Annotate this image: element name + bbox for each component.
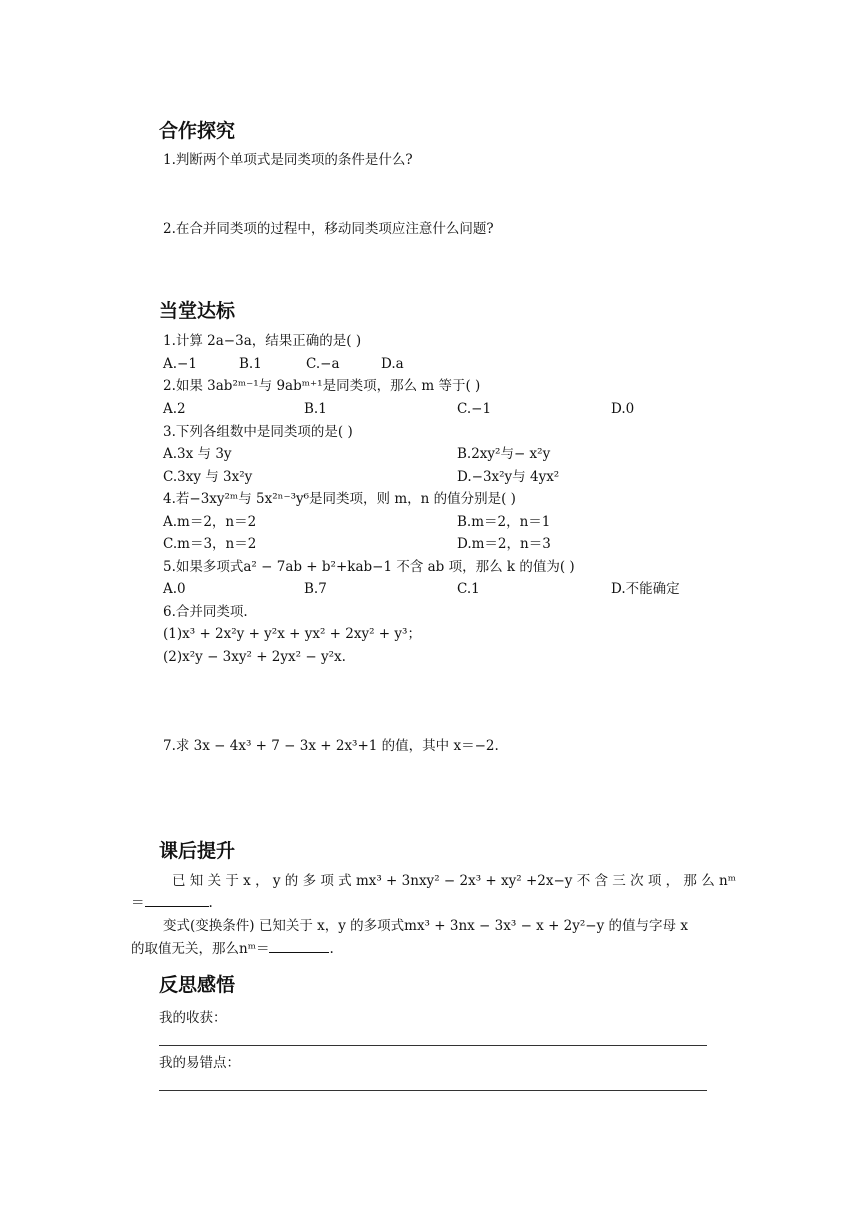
kehou-problem-1-line-1: 已 知 关 于 x ， y 的 多 项 式 mx³ + 3nxy² − 2x³ + xy² +2x−y 不 含 三 次 项 ， 那 么 nᵐ [172,873,736,889]
answer-blank-1[interactable] [145,894,209,907]
equals-sign: ＝ [131,895,145,911]
dt-q1-option-c: C.−a [306,356,340,372]
dt-q6-part-2: (2)x²y − 3xy² + 2yx² − y²x. [163,649,346,665]
dt-q4-option-a: A.m＝2，n＝2 [163,514,257,530]
dt-q4-option-c: C.m＝3，n＝2 [163,536,257,552]
dt-q3-option-c: C.3xy 与 3x²y [163,469,253,485]
hezuo-question-1: 1.判断两个单项式是同类项的条件是什么? [163,152,413,168]
section-title-kehou: 课后提升 [159,840,236,862]
gain-writing-line[interactable] [159,1045,707,1046]
dt-q1-option-d: D.a [381,356,404,372]
dt-q3-stem: 3.下列各组数中是同类项的是( ) [163,424,353,440]
dt-q3-option-b: B.2xy²与− x²y [457,446,551,462]
dt-q5-option-c: C.1 [457,581,480,597]
section-title-fansi: 反思感悟 [159,974,236,996]
dt-q2-option-d: D.0 [611,401,635,417]
period: . [329,941,334,957]
dt-q2-stem: 2.如果 3ab²ᵐ⁻¹与 9abᵐ⁺¹是同类项，那么 m 等于( ) [163,378,481,394]
dt-q6-stem: 6.合并同类项. [163,604,248,620]
dt-q5-option-b: B.7 [304,581,327,597]
dt-q2-option-c: C.−1 [457,401,492,417]
dt-q5-stem: 5.如果多项式a² − 7ab + b²+kab−1 不含 ab 项，那么 k 的值为( ) [163,559,575,575]
section-title-hezuo: 合作探究 [159,120,236,142]
dt-q3-option-d: D.−3x²y与 4yx² [457,469,560,485]
period: . [208,895,213,911]
kehou-problem-2-line-2 [131,940,334,958]
answer-blank-2[interactable] [269,940,329,953]
mistake-label: 我的易错点： [159,1055,240,1071]
dt-q1-option-b: B.1 [239,356,262,372]
dt-q2-option-a: A.2 [163,401,186,417]
mistake-writing-line[interactable] [159,1090,707,1091]
hezuo-question-2: 2.在合并同类项的过程中，移动同类项应注意什么问题? [163,221,494,237]
dt-q2-option-b: B.1 [304,401,327,417]
dt-q1-option-a: A.−1 [163,356,197,372]
section-title-dangtang: 当堂达标 [159,300,236,322]
dt-q5-option-a: A.0 [163,581,186,597]
dt-q5-option-d: D.不能确定 [611,581,680,597]
kehou-problem-1-line-2 [131,894,213,912]
dt-q1-stem: 1.计算 2a−3a，结果正确的是( ) [163,333,362,349]
dt-q4-option-d: D.m＝2，n＝3 [457,536,551,552]
gain-label: 我的收获： [159,1010,227,1026]
dt-q7: 7.求 3x − 4x³ + 7 − 3x + 2x³+1 的值，其中 x＝−2. [163,738,499,754]
problem-2-tail: 的取值无关，那么nᵐ＝ [131,941,270,957]
dt-q3-option-a: A.3x 与 3y [163,446,232,462]
kehou-problem-2-line-1: 变式(变换条件) 已知关于 x，y 的多项式mx³ + 3nx − 3x³ − x + 2y²−y 的值与字母 x [163,918,688,934]
dt-q4-option-b: B.m＝2，n＝1 [457,514,551,530]
dt-q6-part-1: (1)x³ + 2x²y + y²x + yx² + 2xy² + y³； [163,626,421,642]
dt-q4-stem: 4.若−3xy²ᵐ与 5x²ⁿ⁻³y⁶是同类项，则 m，n 的值分别是( ) [163,491,516,507]
